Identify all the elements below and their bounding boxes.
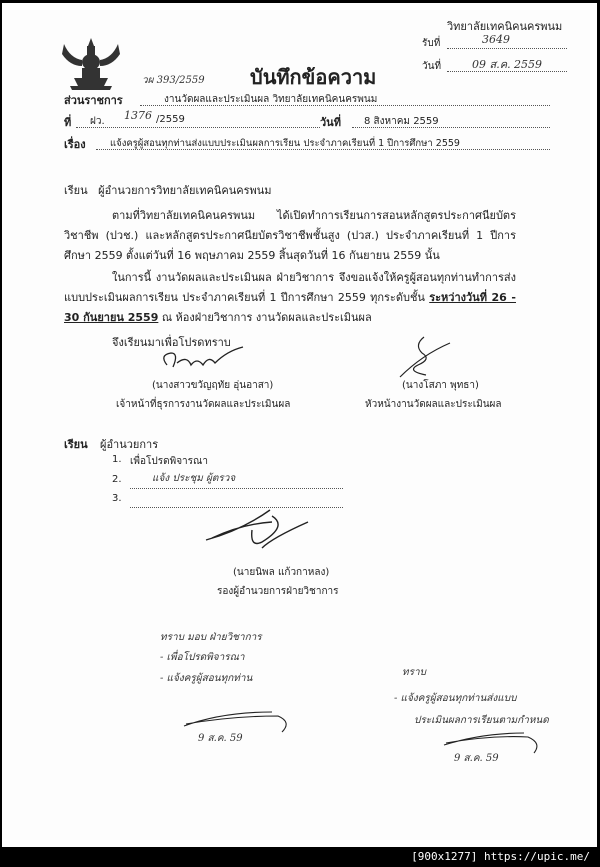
handwritten-left-date: 9 ส.ค. 59: [198, 733, 243, 744]
handwritten-ref: วผ 393/2559: [142, 75, 205, 86]
ref-line: [76, 126, 320, 128]
ref-prefix: ฝว.: [90, 116, 105, 127]
closing-line: จึงเรียนมาเพื่อโปรดทราบ: [112, 336, 231, 349]
receive-date-label: วันที่: [422, 61, 442, 72]
subject-value: แจ้งครูผู้สอนทุกท่านส่งแบบประเมินผลการเรียน ประจำภาคเรียนที่ 1 ปีการศึกษา 2559: [110, 138, 460, 149]
endorsement-handwritten-note: แจ้ง ประชุม ผู้ตรวจ: [152, 473, 236, 484]
image-watermark: [900x1277] https://upic.me/: [411, 850, 590, 863]
signature-left: [157, 345, 247, 375]
handwritten-left-line-3: - แจ้งครูผู้สอนทุกท่าน: [160, 673, 253, 684]
date-label: วันที่: [320, 116, 341, 129]
handwritten-right-line-2: - แจ้งครูผู้สอนทุกท่านส่งแบบ: [394, 693, 517, 704]
endorsement-item-2-line: [130, 487, 343, 489]
paragraph-2-text: ในการนี้ งานวัดผลและประเมินผล ฝ่ายวิชาการ จึงขอแจ้งให้ครูผู้สอนทุกท่านทำการส่งแบบประเมินผลการเรียน ประจำภาคเรียนที่ 1 ปีการศึกษา 2559 ทุกระดับชั้น: [64, 271, 516, 304]
endorser-position: รองผู้อำนวยการฝ่ายวิชาการ: [217, 586, 339, 597]
memo-title: บันทึกข้อความ: [250, 65, 377, 89]
ref-number: 1376: [124, 109, 152, 122]
receive-no-line: [447, 47, 567, 49]
date-value: 8 สิงหาคม 2559: [364, 116, 439, 127]
receive-no-label: รับที่: [422, 38, 441, 49]
handwritten-left-line-1: ทราบ มอบ ฝ่ายวิชาการ: [160, 632, 262, 643]
endorser-name: (นายนิพล แก้วกาหลง): [233, 567, 330, 578]
handwritten-left-signature: [182, 708, 292, 733]
ref-label: ที่: [64, 116, 72, 129]
signer-right-position: หัวหน้างานวัดผลและประเมินผล: [365, 399, 502, 410]
receive-date-value: 09 ส.ค. 2559: [472, 58, 543, 71]
paragraph-2: [64, 268, 516, 328]
receive-no-value: 3649: [482, 33, 510, 46]
ref-year: /2559: [156, 114, 185, 125]
endorsement-item-1-num: 1.: [112, 454, 122, 465]
signer-right-name: (นางโสภา พุทธา): [402, 380, 479, 391]
salutation: [64, 181, 272, 199]
memo-page: [2, 3, 597, 847]
salutation-label: เรียน: [64, 184, 88, 197]
endorsement-item-1-text: เพื่อโปรดพิจารณา: [130, 456, 208, 467]
endorsement-to-value: ผู้อำนวยการ: [100, 438, 159, 451]
signer-left-position: เจ้าหน้าที่ธุรการงานวัดผลและประเมินผล: [116, 399, 291, 410]
handwritten-left-line-2: - เพื่อโปรดพิจารณา: [160, 652, 245, 663]
department-label: ส่วนราชการ: [64, 94, 123, 107]
deadline-emphasis: ระหว่างวันที่ 26 - 30 กันยายน 2559: [64, 291, 516, 324]
salutation-value: ผู้อำนวยการวิทยาลัยเทคนิคนครพนม: [98, 184, 272, 197]
endorsement-item-2-num: 2.: [112, 474, 122, 485]
signer-left-name: (นางสาวขวัญฤทัย อุ่นอาสา): [152, 380, 274, 391]
handwritten-right-line-3: ประเมินผลการเรียนตามกำหนด: [414, 715, 549, 726]
signature-right: [392, 335, 452, 380]
handwritten-right-line-1: ทราบ: [402, 667, 426, 678]
endorsement-to-label: เรียน: [64, 438, 88, 451]
handwritten-right-date: 9 ส.ค. 59: [454, 753, 499, 764]
institution-stamp: วิทยาลัยเทคนิคนครพนม: [447, 20, 563, 33]
department-value: งานวัดผลและประเมินผล วิทยาลัยเทคนิคนครพนม: [164, 94, 378, 105]
signature-endorser: [202, 508, 312, 563]
subject-label: เรื่อง: [64, 138, 86, 151]
garuda-emblem-icon: [60, 36, 122, 92]
paragraph-1: ตามที่วิทยาลัยเทคนิคนครพนม ได้เปิดทำการเรียนการสอนหลักสูตรประกาศนียบัตรวิชาชีพ (ปวช.) และหลักสูตรประกาศนียบัตรวิชาชีพชั้นสูง (ปวส.) ประจำภาคเรียนที่ 1 ปีการศึกษา 2559 ตั้งแต่วันที่ 16 พฤษภาคม 2559 สิ้นสุดวันที่ 16 กันยายน 2559 นั้น: [64, 209, 516, 262]
endorsement-item-3-num: 3.: [112, 493, 122, 504]
paragraph-2-end: ณ ห้องฝ่ายวิชาการ งานวัดผลและประเมินผล: [158, 311, 372, 324]
